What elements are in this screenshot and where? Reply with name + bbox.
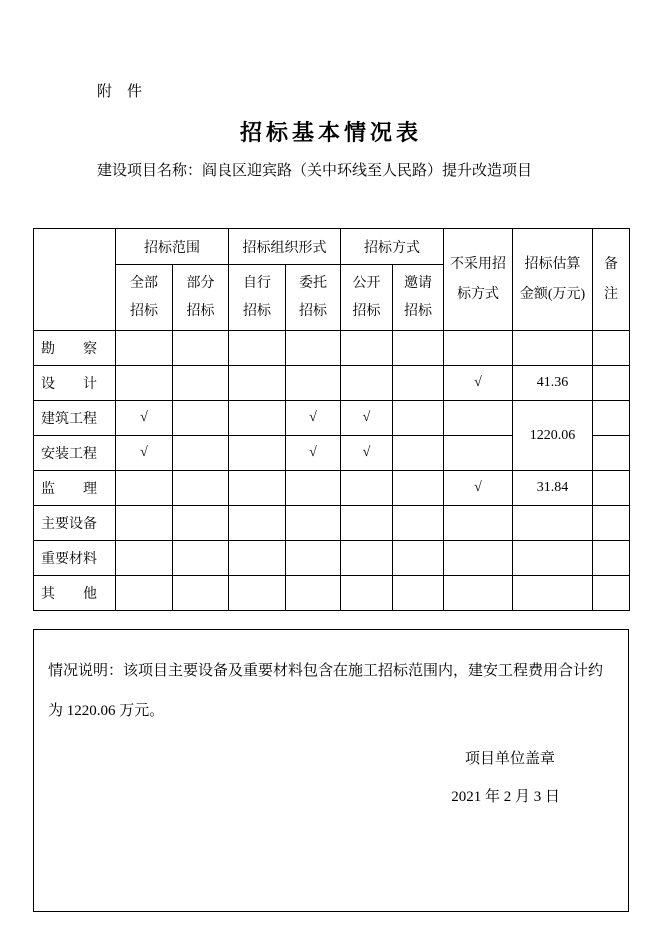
row-label: 设 计	[34, 366, 116, 401]
attachment-label: 附 件	[97, 84, 143, 100]
table-cell	[393, 576, 444, 611]
situation-note-line2: 为 1220.06 万元。	[48, 703, 165, 719]
note-box	[33, 629, 629, 912]
row-label: 主要设备	[34, 506, 116, 541]
table-cell	[173, 471, 229, 506]
table-cell	[341, 541, 393, 576]
check-mark-cell: √	[444, 471, 513, 506]
table-cell	[116, 541, 173, 576]
table-cell	[173, 576, 229, 611]
table-cell	[229, 331, 286, 366]
subheader-partial-line1: 部分	[186, 275, 215, 291]
table-cell	[593, 331, 630, 366]
table-cell	[341, 506, 393, 541]
table-cell	[341, 366, 393, 401]
table-cell	[444, 401, 513, 436]
table-cell	[444, 541, 513, 576]
table-cell	[393, 471, 444, 506]
table-cell	[513, 541, 593, 576]
subheader-partial-line2: 招标	[186, 303, 215, 319]
table-cell	[229, 576, 286, 611]
amount-cell: 31.84	[513, 471, 593, 506]
table-cell	[229, 401, 286, 436]
table-cell	[116, 576, 173, 611]
subheader-entrust-line2: 招标	[299, 303, 327, 319]
table-cell	[116, 366, 173, 401]
row-other	[34, 576, 630, 611]
subheader-partial	[173, 265, 229, 331]
check-mark-cell: √	[286, 401, 341, 436]
subheader-all	[116, 265, 173, 331]
header-row-groups	[34, 229, 630, 265]
subheader-invite-line2: 招标	[404, 303, 432, 319]
table-cell	[173, 366, 229, 401]
table-cell	[173, 541, 229, 576]
subheader-open-line2: 招标	[352, 303, 381, 319]
table-cell	[286, 366, 341, 401]
row-label: 监 理	[34, 471, 116, 506]
header-estimate-line2: 金额(万元)	[519, 286, 586, 302]
header-method: 招标方式	[341, 229, 444, 265]
row-design	[34, 366, 630, 401]
table-cell	[593, 366, 630, 401]
table-cell	[173, 506, 229, 541]
row-label: 重要材料	[34, 541, 116, 576]
subheader-entrust-line1: 委托	[299, 275, 327, 291]
subheader-open	[341, 265, 393, 331]
table-cell	[341, 331, 393, 366]
table-cell	[593, 541, 630, 576]
table-cell	[393, 366, 444, 401]
header-scope: 招标范围	[116, 229, 229, 265]
table-cell	[173, 401, 229, 436]
header-no-bid	[444, 229, 513, 331]
table-cell	[593, 471, 630, 506]
table-cell	[229, 506, 286, 541]
header-remark	[593, 229, 630, 331]
subheader-all-line2: 招标	[130, 303, 158, 319]
check-mark-cell: √	[116, 401, 173, 436]
table-cell	[593, 401, 630, 436]
table-cell	[593, 576, 630, 611]
table-cell	[116, 471, 173, 506]
table-cell	[173, 331, 229, 366]
table-cell	[229, 471, 286, 506]
table-cell	[513, 576, 593, 611]
row-label: 安装工程	[34, 436, 116, 471]
situation-note-line1: 情况说明：该项目主要设备及重要材料包含在施工招标范围内，建安工程费用合计约	[48, 663, 604, 679]
table-cell	[513, 506, 593, 541]
table-cell	[229, 541, 286, 576]
check-mark-cell: √	[116, 436, 173, 471]
table-cell	[286, 576, 341, 611]
header-remark-line2: 注	[604, 286, 618, 302]
table-cell	[173, 436, 229, 471]
check-mark-cell: √	[341, 436, 393, 471]
row-equipment	[34, 506, 630, 541]
table-cell	[444, 576, 513, 611]
table-cell	[116, 331, 173, 366]
table-cell	[286, 471, 341, 506]
table-cell	[593, 506, 630, 541]
table-cell	[393, 506, 444, 541]
row-survey	[34, 331, 630, 366]
table-cell	[341, 576, 393, 611]
table-cell	[593, 436, 630, 471]
table-cell	[393, 401, 444, 436]
subheader-entrust	[286, 265, 341, 331]
table-cell	[229, 366, 286, 401]
header-no-bid-line2: 标方式	[457, 286, 499, 302]
row-label: 勘 察	[34, 331, 116, 366]
table-cell	[393, 436, 444, 471]
check-mark-cell: √	[286, 436, 341, 471]
document-title: 招标基本情况表	[239, 120, 422, 145]
row-label: 建筑工程	[34, 401, 116, 436]
subheader-self-line2: 招标	[243, 303, 271, 319]
seal-label: 项目单位盖章	[464, 751, 555, 767]
bidding-table	[33, 228, 630, 611]
header-no-bid-line1: 不采用招	[450, 256, 506, 272]
document-date: 2021 年 2 月 3 日	[451, 789, 560, 805]
subheader-invite-line1: 邀请	[404, 275, 432, 291]
table-cell	[229, 436, 286, 471]
table-cell	[393, 331, 444, 366]
table-cell	[341, 471, 393, 506]
table-cell	[286, 331, 341, 366]
table-cell	[444, 436, 513, 471]
subheader-self-line1: 自行	[243, 275, 271, 291]
row-construction	[34, 401, 630, 436]
table-cell	[116, 506, 173, 541]
table-cell	[444, 506, 513, 541]
subheader-invite	[393, 265, 444, 331]
header-estimate	[513, 229, 593, 331]
check-mark-cell: √	[444, 366, 513, 401]
header-estimate-line1: 招标估算	[524, 256, 581, 272]
check-mark-cell: √	[341, 401, 393, 436]
amount-cell: 41.36	[513, 366, 593, 401]
subheader-self	[229, 265, 286, 331]
table-cell	[513, 331, 593, 366]
header-remark-line1: 备	[604, 256, 618, 272]
header-organization: 招标组织形式	[229, 229, 341, 265]
row-label: 其 他	[34, 576, 116, 611]
subheader-all-line1: 全部	[130, 275, 158, 291]
table-cell	[393, 541, 444, 576]
table-cell	[286, 506, 341, 541]
project-name: 建设项目名称：阎良区迎宾路（关中环线至人民路）提升改造项目	[97, 163, 533, 179]
row-materials	[34, 541, 630, 576]
subheader-open-line1: 公开	[352, 275, 381, 291]
row-supervision	[34, 471, 630, 506]
table-cell	[286, 541, 341, 576]
amount-cell-merged: 1220.06	[513, 401, 593, 471]
header-corner	[34, 229, 116, 331]
table-cell	[444, 331, 513, 366]
